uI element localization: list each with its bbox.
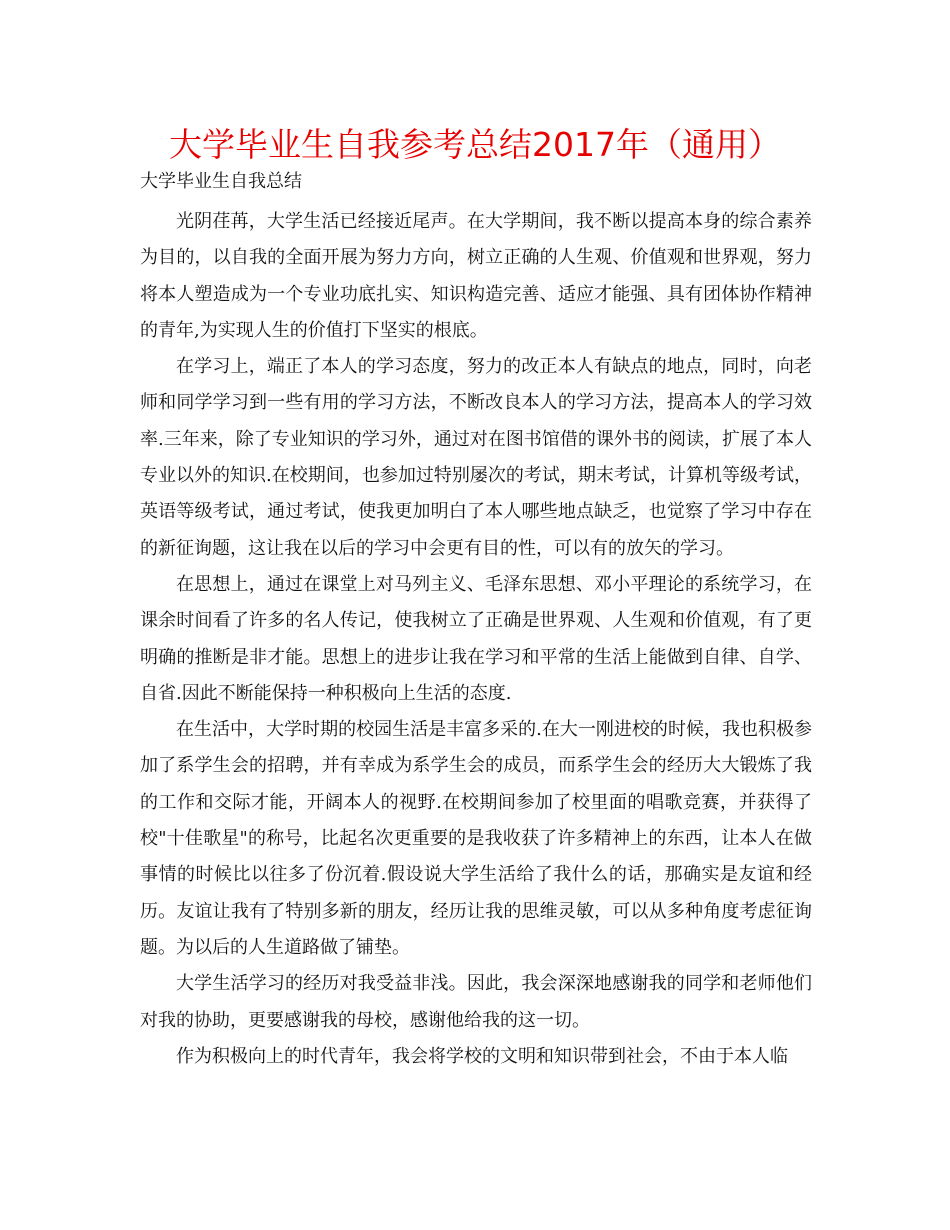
paragraph: 光阴荏苒，大学生活已经接近尾声。在大学期间，我不断以提高本身的综合素养为目的，以自我的全面开展为努力方向，树立正确的人生观、价值观和世界观，努力将本人塑造成为一个专业功底扎实、知识构造完善、适应才能强、具有团体协作精神的青年,为实现人生的价值打下坚实的根底。 [140, 211, 812, 341]
paragraph: 作为积极向上的时代青年，我会将学校的文明和知识带到社会，不由于本人临 [176, 1045, 788, 1067]
paragraph: 在学习上，端正了本人的学习态度，努力的改正本人有缺点的地点，同时，向老师和同学学习到一些有用的学习方法，不断改良本人的学习方法，提高本人的学习效率.三年来，除了专业知识的学习外，通过对在图书馆借的课外书的阅读，扩展了本人专业以外的知识.在校期间，也参加过特别屡次的考试，期末考试，计算机等级考试，英语等级考试，通过考试，使我更加明白了本人哪些地点缺乏，也觉察了学习中存在的新征询题，这让我在以后的学习中会更有目的性，可以有的放矢的学习。 [140, 356, 812, 559]
paragraph: 大学生活学习的经历对我受益非浅。因此，我会深深地感谢我的同学和老师他们对我的协助，更要感谢我的母校，感谢他给我的这一切。 [140, 973, 812, 1031]
paragraph: 在生活中，大学时期的校园生活是丰富多采的.在大一刚进校的时候，我也积极参加了系学生会的招聘，并有幸成为系学生会的成员，而系学生会的经历大大锻炼了我的工作和交际才能，开阔本人的视野.在校期间参加了校里面的唱歌竞赛，并获得了校"十佳歌星"的称号，比起名次更重要的是我收获了许多精神上的东西，让本人在做事情的时候比以往多了份沉着.假设说大学生活给了我什么的话，那确实是友谊和经历。友谊让我有了特别多新的朋友，经历让我的思维灵敏，可以从多种角度考虑征询题。为以后的人生道路做了铺垫。 [140, 719, 812, 958]
document-title: 大学毕业生自我参考总结2017年（通用） [169, 125, 781, 164]
document-subtitle: 大学毕业生自我总结 [140, 171, 302, 192]
document-body [140, 204, 812, 1075]
paragraph: 在思想上，通过在课堂上对马列主义、毛泽东思想、邓小平理论的系统学习，在课余时间看了许多的名人传记，使我树立了正确是世界观、人生观和价值观，有了更明确的推断是非才能。思想上的进步让我在学习和平常的生活上能做到自律、自学、自省.因此不断能保持一种积极向上生活的态度. [140, 573, 812, 704]
